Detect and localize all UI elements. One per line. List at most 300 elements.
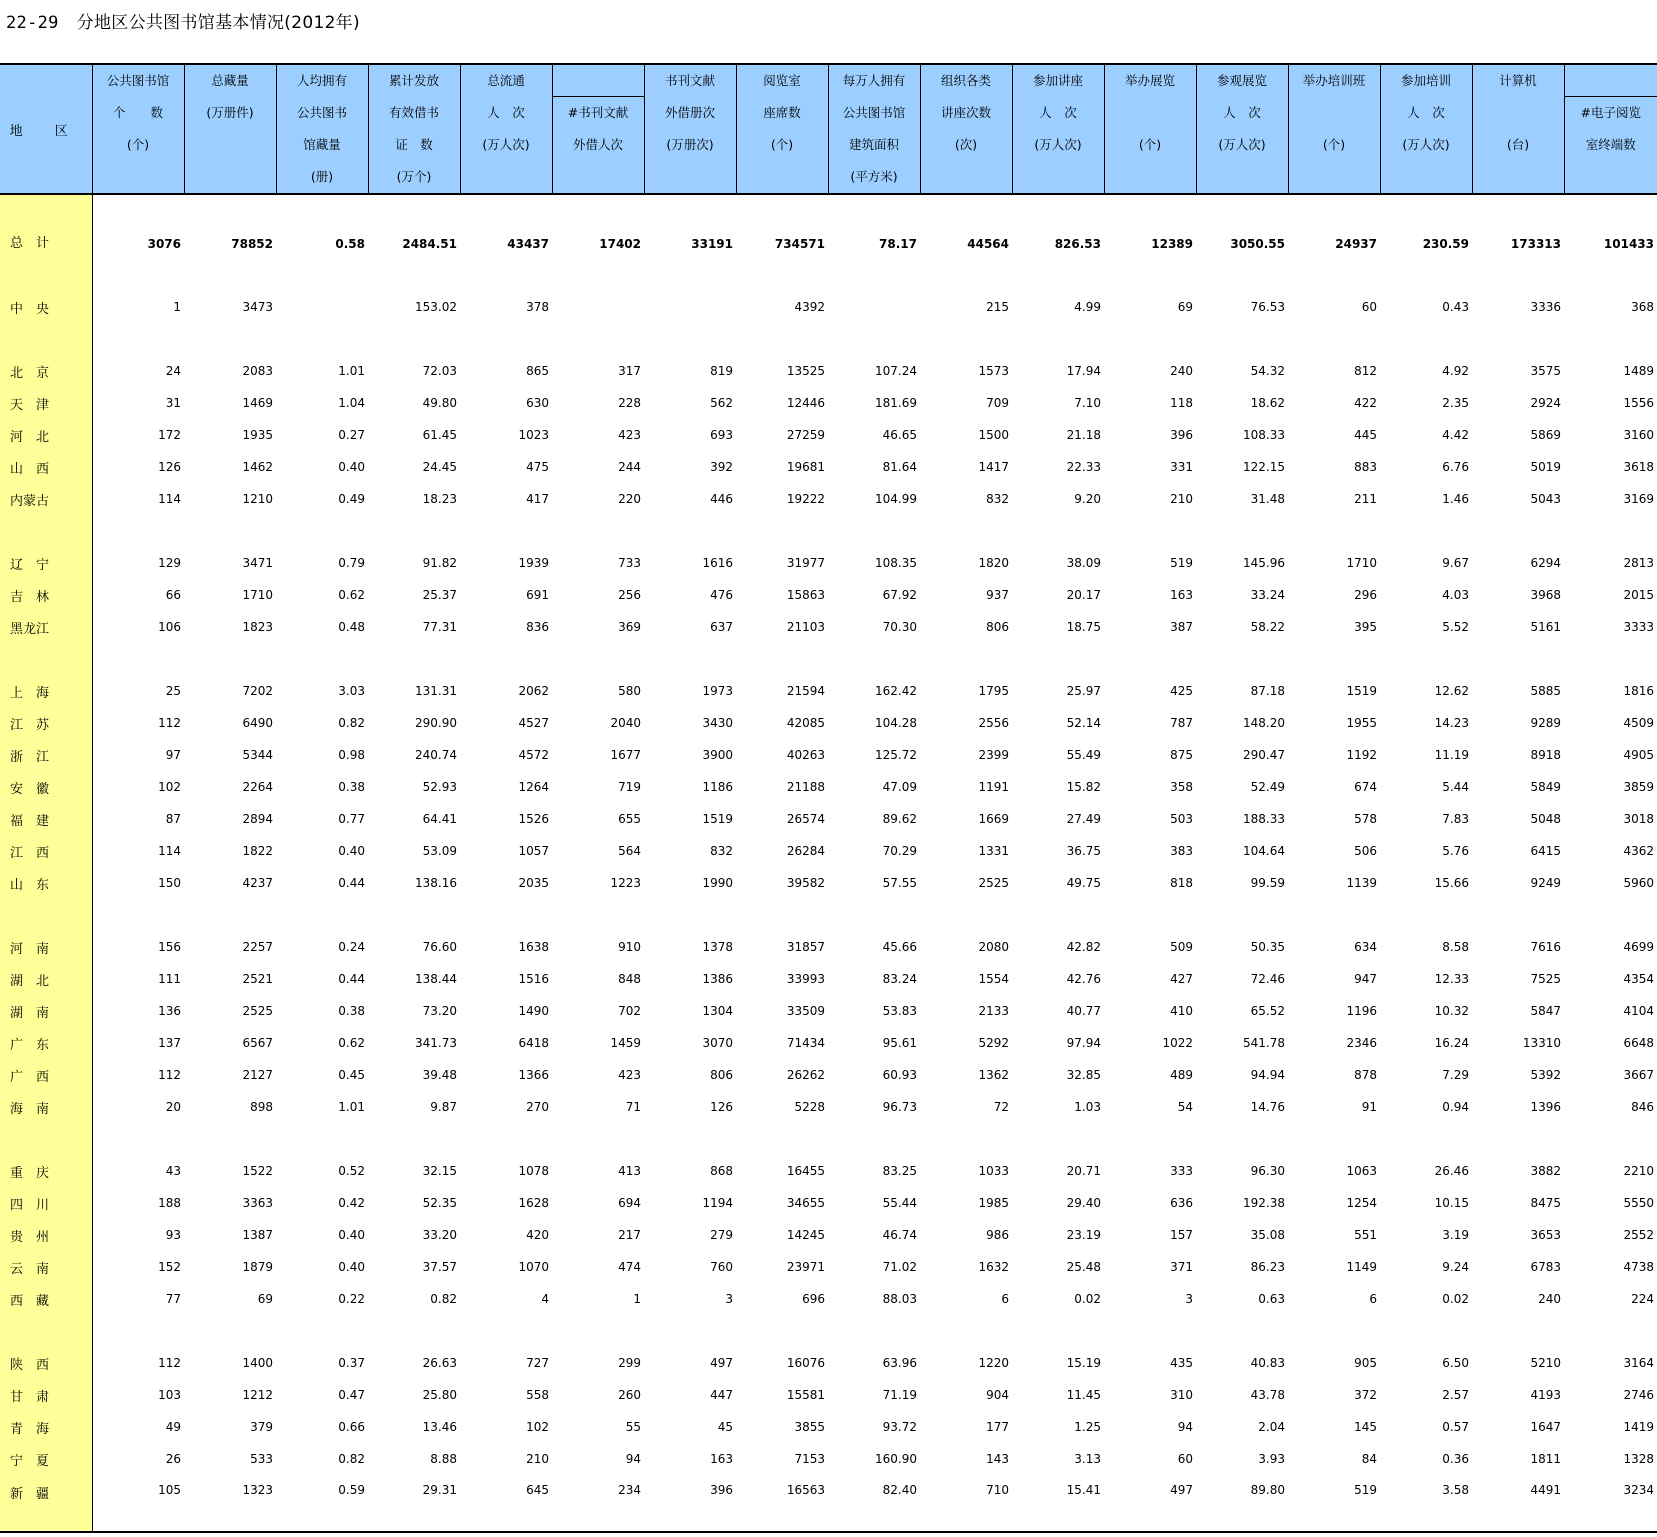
cell-computers: 5869 — [1530, 428, 1561, 442]
cell-libraries: 112 — [158, 716, 181, 730]
cell-circulation: 2035 — [518, 876, 549, 890]
cell-circ_book: 719 — [618, 780, 641, 794]
cell-e_terminals: 1328 — [1623, 1452, 1654, 1466]
cell-libraries: 106 — [158, 620, 181, 634]
cell-cards: 131.31 — [415, 684, 457, 698]
cell-training_att: 26.46 — [1434, 1164, 1469, 1178]
cell-libraries: 112 — [158, 1068, 181, 1082]
column-header-line: 个 数 — [112, 105, 163, 120]
cell-seats: 15863 — [786, 588, 825, 602]
column-header-line: 讲座次数 — [940, 105, 991, 120]
cell-libraries: 3076 — [147, 237, 181, 251]
cell-e_terminals: 5550 — [1623, 1196, 1654, 1210]
cell-computers: 8918 — [1530, 748, 1561, 762]
cell-training_att: 8.58 — [1442, 940, 1469, 954]
cell-collection: 533 — [250, 1452, 273, 1466]
cell-collection: 3473 — [242, 300, 273, 314]
cell-lectures: 2525 — [978, 876, 1009, 890]
cell-collection: 1387 — [242, 1228, 273, 1242]
cell-cards: 91.82 — [422, 556, 457, 570]
cell-lectures: 2399 — [978, 748, 1009, 762]
cell-per_capita: 0.44 — [338, 972, 365, 986]
cell-computers: 5019 — [1530, 460, 1561, 474]
cell-training_att: 11.19 — [1434, 748, 1469, 762]
cell-training: 60 — [1361, 300, 1377, 314]
cell-collection: 1469 — [242, 396, 273, 410]
cell-training_att: 0.36 — [1442, 1452, 1469, 1466]
table-row — [0, 803, 1657, 835]
cell-lecture_att: 29.40 — [1066, 1196, 1101, 1210]
cell-training_att: 0.57 — [1442, 1420, 1469, 1434]
cell-lectures: 937 — [986, 588, 1009, 602]
column-header-area — [828, 64, 920, 194]
cell-lending: 3900 — [702, 748, 733, 762]
cell-exhibit_att: 192.38 — [1243, 1196, 1285, 1210]
cell-exhibits: 163 — [1170, 588, 1193, 602]
cell-area: 83.25 — [882, 1164, 917, 1178]
cell-circulation: 43437 — [507, 237, 549, 251]
table-row — [0, 835, 1657, 867]
cell-e_terminals: 4509 — [1623, 716, 1654, 730]
cell-e_terminals: 101433 — [1603, 237, 1654, 251]
cell-libraries: 137 — [158, 1036, 181, 1050]
column-header-exhibits — [1104, 64, 1196, 194]
cell-area: 63.96 — [882, 1356, 917, 1370]
cell-circ_book: 1223 — [610, 876, 641, 890]
cell-lending: 396 — [644, 1475, 736, 1532]
table-row — [0, 675, 1657, 707]
cell-cards: 52.35 — [422, 1196, 457, 1210]
cell-training_att: 6.76 — [1442, 460, 1469, 474]
cell-e_terminals: 4699 — [1623, 940, 1654, 954]
region-name: 湖 北 — [0, 963, 92, 995]
cell-cards: 73.20 — [422, 1004, 457, 1018]
column-header-training — [1288, 64, 1380, 194]
column-header-line: (万册次) — [666, 137, 714, 152]
cell-lectures: 44564 — [967, 237, 1009, 251]
page-title — [6, 8, 360, 33]
cell-circulation: 417 — [526, 492, 549, 506]
spacer-row — [0, 1315, 1657, 1347]
cell-exhibits: 489 — [1170, 1068, 1193, 1082]
cell-training_att: 0.02 — [1442, 1292, 1469, 1306]
cell-libraries: 105 — [92, 1475, 184, 1532]
cell-training_att: 9.24 — [1442, 1260, 1469, 1274]
cell-lectures: 6 — [1001, 1292, 1009, 1306]
cell-e_terminals: 3018 — [1623, 812, 1654, 826]
cell-circ_book: 244 — [618, 460, 641, 474]
column-header-line: 阅览室 — [763, 73, 801, 88]
cell-exhibits: 331 — [1170, 460, 1193, 474]
cell-circ_book: 1677 — [610, 748, 641, 762]
region-name: 重 庆 — [0, 1155, 92, 1187]
cell-seats: 39582 — [786, 876, 825, 890]
cell-e_terminals: 4354 — [1623, 972, 1654, 986]
column-header-line: 公共图书馆 — [842, 105, 906, 120]
cell-computers: 5161 — [1530, 620, 1561, 634]
cell-computers: 5210 — [1530, 1356, 1561, 1370]
cell-circulation: 1490 — [518, 1004, 549, 1018]
cell-e_terminals: 3333 — [1623, 620, 1654, 634]
cell-training_att: 1.46 — [1442, 492, 1469, 506]
table-row — [0, 1411, 1657, 1443]
cell-training: 84 — [1361, 1452, 1377, 1466]
cell-cards: 32.15 — [422, 1164, 457, 1178]
cell-seats: 34655 — [786, 1196, 825, 1210]
cell-e_terminals: 846 — [1631, 1100, 1654, 1114]
column-header-per_capita — [276, 64, 368, 194]
region-name: 福 建 — [0, 803, 92, 835]
cell-computers: 5043 — [1530, 492, 1561, 506]
cell-training: 1139 — [1346, 876, 1377, 890]
table-body — [0, 194, 1657, 1532]
cell-circulation: 102 — [526, 1420, 549, 1434]
cell-lending: 497 — [710, 1356, 733, 1370]
cell-lecture_att: 27.49 — [1066, 812, 1101, 826]
cell-cards: 64.41 — [422, 812, 457, 826]
cell-computers: 5392 — [1530, 1068, 1561, 1082]
column-header-line: 有效借书 — [388, 105, 439, 120]
region-name: 山 东 — [0, 867, 92, 899]
cell-cards: 290.90 — [415, 716, 457, 730]
cell-collection: 898 — [250, 1100, 273, 1114]
cell-libraries: 66 — [165, 588, 181, 602]
cell-area: 107.24 — [875, 364, 917, 378]
cell-circ_book: 94 — [625, 1452, 641, 1466]
cell-per_capita: 1.01 — [338, 364, 365, 378]
column-header-line: 人 次 — [487, 105, 525, 120]
spacer-row — [0, 643, 1657, 675]
cell-exhibit_att: 33.24 — [1250, 588, 1285, 602]
cell-lecture_att: 25.97 — [1066, 684, 1101, 698]
cell-computers: 3882 — [1530, 1164, 1561, 1178]
cell-seats: 19681 — [786, 460, 825, 474]
cell-training_att: 0.43 — [1442, 300, 1469, 314]
cell-circulation: 1516 — [518, 972, 549, 986]
cell-area: 57.55 — [882, 876, 917, 890]
cell-lectures: 806 — [986, 620, 1009, 634]
cell-libraries: 26 — [165, 1452, 181, 1466]
cell-exhibit_att: 188.33 — [1243, 812, 1285, 826]
cell-lectures: 2556 — [978, 716, 1009, 730]
cell-area: 95.61 — [882, 1036, 917, 1050]
cell-cards: 24.45 — [422, 460, 457, 474]
cell-computers: 1396 — [1530, 1100, 1561, 1114]
cell-cards: 29.31 — [368, 1475, 460, 1532]
cell-seats: 40263 — [786, 748, 825, 762]
region-name: 江 苏 — [0, 707, 92, 739]
cell-circulation: 6418 — [518, 1036, 549, 1050]
cell-cards: 2484.51 — [402, 237, 457, 251]
region-name: 河 北 — [0, 419, 92, 451]
cell-per_capita: 0.27 — [338, 428, 365, 442]
column-header-line: 参加培训 — [1400, 73, 1451, 88]
cell-exhibits: 818 — [1170, 876, 1193, 890]
region-name: 青 海 — [0, 1411, 92, 1443]
cell-exhibit_att: 52.49 — [1250, 780, 1285, 794]
table-row — [0, 1251, 1657, 1283]
region-name: 辽 宁 — [0, 547, 92, 579]
cell-per_capita: 0.62 — [338, 1036, 365, 1050]
column-header-line — [1473, 97, 1564, 129]
cell-circulation: 1078 — [518, 1164, 549, 1178]
cell-exhibits: 54 — [1177, 1100, 1193, 1114]
column-header-line: 每万人拥有 — [842, 73, 906, 88]
cell-lending: 1194 — [702, 1196, 733, 1210]
region-name: 天 津 — [0, 387, 92, 419]
table-row — [0, 547, 1657, 579]
cell-exhibit_att: 50.35 — [1250, 940, 1285, 954]
cell-lectures: 1985 — [978, 1196, 1009, 1210]
cell-e_terminals: 2746 — [1623, 1388, 1654, 1402]
column-header-line: 人均拥有 — [296, 73, 347, 88]
cell-e_terminals: 3618 — [1623, 460, 1654, 474]
cell-circulation: 4572 — [518, 748, 549, 762]
cell-lending: 1378 — [702, 940, 733, 954]
cell-seats: 7153 — [794, 1452, 825, 1466]
cell-seats: 33509 — [786, 1004, 825, 1018]
cell-per_capita: 0.82 — [338, 1452, 365, 1466]
cell-lectures: 2133 — [978, 1004, 1009, 1018]
region-name: 浙 江 — [0, 739, 92, 771]
cell-libraries: 25 — [165, 684, 181, 698]
cell-cards: 53.09 — [422, 844, 457, 858]
cell-exhibit_att: 89.80 — [1196, 1475, 1288, 1532]
cell-seats: 19222 — [786, 492, 825, 506]
cell-e_terminals: 3169 — [1623, 492, 1654, 506]
cell-training_att: 4.42 — [1442, 428, 1469, 442]
cell-seats: 33993 — [786, 972, 825, 986]
cell-seats: 12446 — [786, 396, 825, 410]
cell-lending: 832 — [710, 844, 733, 858]
cell-exhibits: 435 — [1170, 1356, 1193, 1370]
cell-exhibit_att: 86.23 — [1250, 1260, 1285, 1274]
cell-collection: 379 — [250, 1420, 273, 1434]
column-header-line — [1289, 97, 1380, 129]
cell-circulation: 558 — [526, 1388, 549, 1402]
cell-exhibit_att: 94.94 — [1250, 1068, 1285, 1082]
cell-libraries: 136 — [158, 1004, 181, 1018]
cell-per_capita: 3.03 — [338, 684, 365, 698]
table-row — [0, 579, 1657, 611]
cell-circulation: 1638 — [518, 940, 549, 954]
cell-lectures: 986 — [986, 1228, 1009, 1242]
column-header-line: (万人次) — [1402, 137, 1450, 152]
cell-collection: 2083 — [242, 364, 273, 378]
cell-lectures: 1417 — [978, 460, 1009, 474]
cell-lending: 1973 — [702, 684, 733, 698]
region-name: 北 京 — [0, 355, 92, 387]
cell-training_att: 4.92 — [1442, 364, 1469, 378]
cell-per_capita: 0.79 — [338, 556, 365, 570]
cell-exhibits: 69 — [1177, 300, 1193, 314]
cell-area: 67.92 — [882, 588, 917, 602]
cell-training: 1710 — [1346, 556, 1377, 570]
cell-libraries: 114 — [158, 492, 181, 506]
cell-computers: 6294 — [1530, 556, 1561, 570]
cell-per_capita: 0.37 — [338, 1356, 365, 1370]
region-name: 河 南 — [0, 931, 92, 963]
column-header-circulation — [460, 64, 552, 194]
cell-circulation: 727 — [526, 1356, 549, 1370]
cell-training_att: 7.83 — [1442, 812, 1469, 826]
cell-collection: 2894 — [242, 812, 273, 826]
cell-exhibits: 875 — [1170, 748, 1193, 762]
column-header-line: 建筑面积 — [848, 137, 899, 152]
cell-seats: 4392 — [794, 300, 825, 314]
cell-exhibits: 358 — [1170, 780, 1193, 794]
cell-exhibits: 787 — [1170, 716, 1193, 730]
cell-computers: 3653 — [1530, 1228, 1561, 1242]
cell-lecture_att: 7.10 — [1074, 396, 1101, 410]
cell-computers: 1647 — [1530, 1420, 1561, 1434]
cell-libraries: 97 — [165, 748, 181, 762]
cell-training: 947 — [1354, 972, 1377, 986]
cell-lecture_att: 11.45 — [1066, 1388, 1101, 1402]
cell-e_terminals: 1556 — [1623, 396, 1654, 410]
cell-e_terminals: 3859 — [1623, 780, 1654, 794]
cell-exhibit_att: 76.53 — [1250, 300, 1285, 314]
cell-seats: 26574 — [786, 812, 825, 826]
column-header-line: 书刊文献 — [664, 73, 715, 88]
cell-area: 93.72 — [882, 1420, 917, 1434]
cell-libraries: 49 — [165, 1420, 181, 1434]
column-header-line: 总藏量 — [211, 73, 249, 88]
cell-training: 91 — [1361, 1100, 1377, 1114]
table-row — [0, 483, 1657, 515]
cell-lecture_att: 42.76 — [1066, 972, 1101, 986]
cell-e_terminals: 368 — [1631, 300, 1654, 314]
cell-exhibits: 427 — [1170, 972, 1193, 986]
cell-seats: 16076 — [786, 1356, 825, 1370]
cell-area: 181.69 — [875, 396, 917, 410]
cell-exhibit_att: 148.20 — [1243, 716, 1285, 730]
region-name: 黑龙江 — [0, 611, 92, 643]
cell-libraries: 152 — [158, 1260, 181, 1274]
cell-circ_book: 474 — [618, 1260, 641, 1274]
cell-per_capita: 0.40 — [338, 1228, 365, 1242]
cell-libraries: 31 — [165, 396, 181, 410]
cell-lending: 476 — [710, 588, 733, 602]
column-header-line: 室终端数 — [1585, 137, 1636, 152]
cell-lectures: 709 — [986, 396, 1009, 410]
cell-lectures: 143 — [986, 1452, 1009, 1466]
cell-lending: 392 — [710, 460, 733, 474]
cell-area: 162.42 — [875, 684, 917, 698]
cell-libraries: 126 — [158, 460, 181, 474]
cell-per_capita: 0.40 — [338, 1260, 365, 1274]
cell-collection: 1879 — [242, 1260, 273, 1274]
cell-training: 883 — [1354, 460, 1377, 474]
cell-per_capita: 0.52 — [338, 1164, 365, 1178]
cell-collection: 1210 — [242, 492, 273, 506]
cell-per_capita: 0.58 — [335, 237, 365, 251]
cell-circ_book: 228 — [618, 396, 641, 410]
cell-circulation: 630 — [526, 396, 549, 410]
cell-per_capita: 0.48 — [338, 620, 365, 634]
cell-training_att: 14.23 — [1434, 716, 1469, 730]
cell-per_capita: 0.45 — [338, 1068, 365, 1082]
cell-circ_book: 423 — [618, 428, 641, 442]
cell-exhibits: 240 — [1170, 364, 1193, 378]
column-header-line: (册) — [310, 169, 334, 184]
cell-libraries: 129 — [158, 556, 181, 570]
cell-cards: 37.57 — [422, 1260, 457, 1274]
cell-lending: 3070 — [702, 1036, 733, 1050]
cell-collection: 2257 — [242, 940, 273, 954]
cell-lending: 868 — [710, 1164, 733, 1178]
column-header-line: (万个) — [396, 169, 432, 184]
spacer-row — [0, 323, 1657, 355]
cell-lectures: 1220 — [978, 1356, 1009, 1370]
cell-circulation: 1366 — [518, 1068, 549, 1082]
cell-cards: 77.31 — [422, 620, 457, 634]
cell-lectures: 1573 — [978, 364, 1009, 378]
cell-area: 70.29 — [882, 844, 917, 858]
cell-collection: 1462 — [242, 460, 273, 474]
cell-training: 1955 — [1346, 716, 1377, 730]
spacer-row — [0, 1123, 1657, 1155]
cell-training_att: 230.59 — [1422, 237, 1469, 251]
cell-circ_book: 413 — [618, 1164, 641, 1178]
subheader-divider — [553, 96, 644, 97]
cell-training_att: 2.35 — [1442, 396, 1469, 410]
cell-area: 104.99 — [875, 492, 917, 506]
cell-exhibit_att: 96.30 — [1250, 1164, 1285, 1178]
cell-lecture_att: 17.94 — [1066, 364, 1101, 378]
cell-computers: 2924 — [1530, 396, 1561, 410]
table-row — [0, 931, 1657, 963]
cell-lending: 3 — [725, 1292, 733, 1306]
column-header-training_att — [1380, 64, 1472, 194]
cell-computers: 173313 — [1510, 237, 1561, 251]
column-header-line: (个) — [126, 137, 150, 152]
column-header-line: (个) — [770, 137, 794, 152]
region-name: 广 西 — [0, 1059, 92, 1091]
cell-computers: 5048 — [1530, 812, 1561, 826]
column-header-exhibit_att — [1196, 64, 1288, 194]
region-name: 四 川 — [0, 1187, 92, 1219]
column-header-line: 参加讲座 — [1032, 73, 1083, 88]
cell-lecture_att: 42.82 — [1066, 940, 1101, 954]
region-name: 新 疆 — [0, 1475, 92, 1532]
cell-circulation: 378 — [526, 300, 549, 314]
cell-lending: 1386 — [702, 972, 733, 986]
cell-area: 104.28 — [875, 716, 917, 730]
cell-training: 1519 — [1346, 684, 1377, 698]
cell-per_capita — [276, 291, 368, 323]
cell-training_att: 0.94 — [1442, 1100, 1469, 1114]
cell-libraries: 188 — [158, 1196, 181, 1210]
table-number: 22-29 — [6, 13, 59, 33]
cell-exhibit_att: 3050.55 — [1230, 237, 1285, 251]
cell-e_terminals: 6648 — [1623, 1036, 1654, 1050]
column-header-line — [1105, 97, 1196, 129]
cell-cards: 138.44 — [415, 972, 457, 986]
column-header-line: 计算机 — [1499, 73, 1537, 88]
cell-lectures: 832 — [986, 492, 1009, 506]
column-header-line: (平方米) — [850, 169, 898, 184]
cell-circ_book: 910 — [618, 940, 641, 954]
region-name: 江 西 — [0, 835, 92, 867]
cell-circ_book: 256 — [618, 588, 641, 602]
cell-circ_book: 260 — [618, 1388, 641, 1402]
cell-area: 78.17 — [879, 237, 917, 251]
cell-per_capita: 0.62 — [338, 588, 365, 602]
cell-libraries: 103 — [158, 1388, 181, 1402]
region-name: 安 徽 — [0, 771, 92, 803]
cell-area: 83.24 — [882, 972, 917, 986]
